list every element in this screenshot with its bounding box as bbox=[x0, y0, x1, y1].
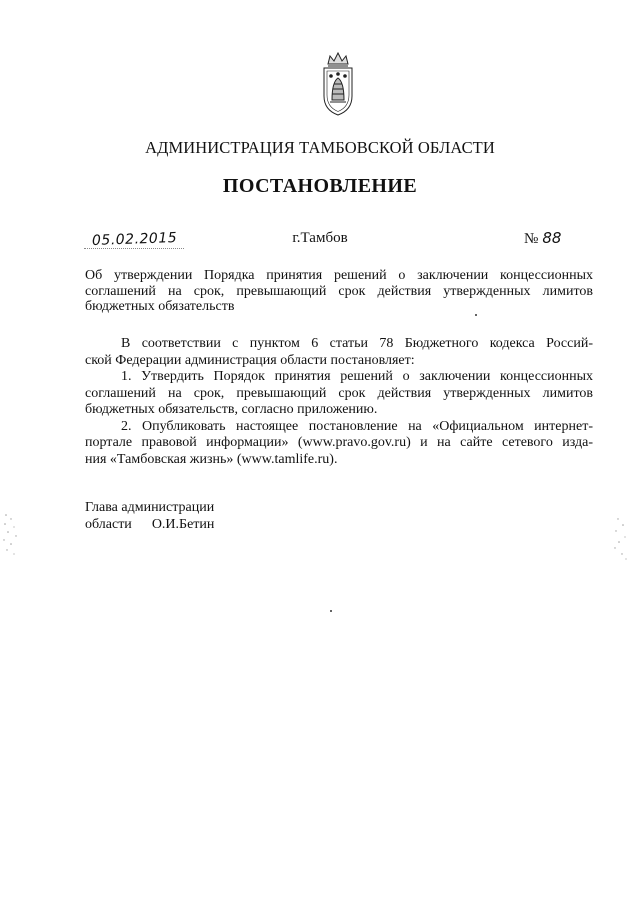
scan-noise bbox=[2, 512, 20, 558]
coat-of-arms-icon bbox=[317, 50, 359, 118]
organization-title: АДМИНИСТРАЦИЯ ТАМБОВСКОЙ ОБЛАСТИ bbox=[145, 138, 495, 157]
body-paragraph-line: 2. Опубликовать настоящее постановление на «Официальном интернет- bbox=[121, 418, 593, 434]
number-label: № bbox=[524, 231, 539, 247]
signatory-name: О.И.Бетин bbox=[151, 516, 215, 532]
subject-line: Об утверждении Порядка принятия решений о заключении концессионных bbox=[85, 268, 593, 283]
signature-block bbox=[85, 500, 214, 533]
body-paragraph-line: ской Федерации администрация области постановляет: bbox=[85, 352, 415, 368]
signatory-title: Глава администрации bbox=[85, 500, 215, 515]
body-paragraph-line: 1. Утвердить Порядок принятия решений о заключении концессионных bbox=[121, 369, 593, 384]
document-date: 05.02.2015 bbox=[91, 230, 178, 249]
subject-line: соглашений на срок, превышающий срок действия утвержденных лимитов bbox=[85, 283, 593, 299]
document-type-heading: ПОСТАНОВЛЕНИЕ bbox=[222, 175, 418, 197]
document-body bbox=[85, 336, 593, 468]
body-paragraph-line: соглашений на срок, превышающий срок действия утвержденных лимитов bbox=[85, 385, 593, 401]
body-paragraph-line: ния «Тамбовская жизнь» (www.tamlife.ru). bbox=[85, 451, 338, 467]
subject-line: бюджетных обязательств bbox=[85, 299, 235, 314]
number-value: 88 bbox=[542, 229, 562, 247]
body-paragraph-line: портале правовой информации» (www.pravo.gov.ru) и на сайте сетевого изда- bbox=[85, 435, 593, 450]
document-subject bbox=[85, 268, 593, 315]
body-paragraph-line: В соответствии с пунктом 6 статьи 78 Бюджетного кодекса Россий- bbox=[121, 336, 593, 351]
signatory-title-cont: области bbox=[85, 516, 132, 532]
body-paragraph-line: бюджетных обязательств, согласно приложению. bbox=[85, 402, 378, 417]
scan-noise bbox=[612, 515, 630, 561]
document-number bbox=[524, 229, 561, 248]
scan-speck bbox=[475, 314, 477, 316]
scan-speck bbox=[330, 610, 332, 612]
document-city: г.Тамбов bbox=[292, 230, 348, 246]
